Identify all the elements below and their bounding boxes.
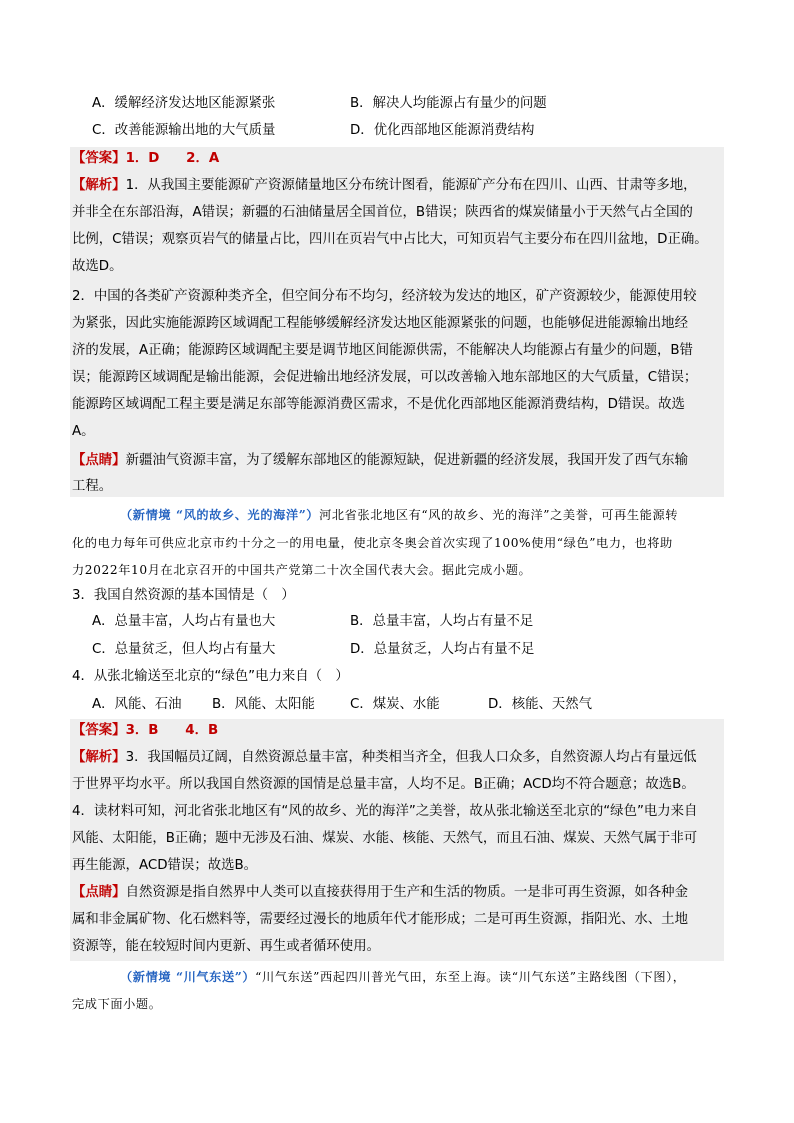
context-3-text: “川气东送”西起四川普光气田，东至上海。读“川气东送”主路线图（下图）， (255, 970, 686, 984)
analysis-2-line-1: 2．中国的各类矿产资源种类齐全，但空间分布不均匀，经济较为发达的地区，矿产资源较少，能源使用较 (72, 289, 697, 304)
analysis-tag-2: 【解析】 (72, 750, 126, 765)
answer-text: 1．D 2．A (125, 151, 220, 166)
analysis-3-line-2: 于世界平均水平。所以我国自然资源的国情是总量丰富，人均不足。B正确；ACD均不符合题意；故选B。 (72, 777, 695, 792)
analysis-4-line-2: 风能、太阳能，B正确；题中无涉及石油、煤炭、水能、核能、天然气，而且石油、煤炭、天然气属于非可 (72, 831, 698, 846)
tip-2-line-2: 属和非金属矿物、化石燃料等，需要经过漫长的地质年代才能形成；二是可再生资源，指阳光、水、土地 (72, 912, 688, 927)
context-2-line-3: 力2022年10月在北京召开的中国共产党第二十次全国代表大会。据此完成小题。 (72, 563, 532, 577)
question-3-stem: 3．我国自然资源的基本国情是（ ） (72, 588, 295, 603)
tip-1-line-1 (72, 452, 688, 470)
context-2-tag: （新情境 “风的故乡、光的海洋”） (120, 508, 320, 522)
q4-option-a: A．风能、石油 (92, 697, 182, 712)
option-c: C．改善能源输出地的大气质量 (92, 123, 276, 138)
tip-2-line-1 (72, 884, 688, 902)
analysis-tag: 【解析】 (72, 178, 126, 193)
tip-1-line-2: 工程。 (72, 479, 113, 494)
analysis-2-line-3: 济的发展，A正确；能源跨区域调配主要是调节地区间能源供需，不能解决人均能源占有量少的问题，B错 (72, 343, 693, 358)
q3-option-b: B．总量丰富，人均占有量不足 (350, 614, 534, 629)
q4-option-c: C．煤炭、水能 (350, 697, 440, 712)
answer-text-2: 3．B 4．B (125, 723, 219, 738)
tip-text: 新疆油气资源丰富，为了缓解东部地区的能源短缺，促进新疆的经济发展，我国开发了西气东输 (125, 453, 688, 468)
q4-option-d: D．核能、天然气 (488, 697, 593, 712)
answer-line-2 (72, 722, 218, 740)
q4-option-b: B．风能、太阳能 (212, 697, 315, 712)
q3-option-c: C．总量贫乏，但人均占有量大 (92, 642, 276, 657)
option-d: D．优化西部地区能源消费结构 (350, 123, 535, 138)
answer-line-1 (72, 150, 219, 168)
analysis-2-line-6: A。 (72, 424, 95, 439)
q3-option-a: A．总量丰富，人均占有量也大 (92, 614, 276, 629)
analysis-1-line-4: 故选D。 (72, 259, 123, 274)
answer-tag-2: 【答案】 (72, 723, 126, 738)
q3-option-d: D．总量贫乏，人均占有量不足 (350, 642, 535, 657)
option-a: A．缓解经济发达地区能源紧张 (92, 96, 276, 111)
answer-tag: 【答案】 (72, 151, 126, 166)
analysis-4-line-1: 4．读材料可知，河北省张北地区有“风的故乡、光的海洋”之美誉，故从张北输送至北京的“绿色”电力来自 (72, 804, 698, 819)
analysis-3-text: 3．我国幅员辽阔，自然资源总量丰富，种类相当齐全，但我人口众多，自然资源人均占有量远低 (125, 750, 697, 765)
context-3-line-1 (120, 968, 686, 986)
context-3-tag: （新情境 “川气东送”） (120, 970, 256, 984)
analysis-1-line-1 (72, 177, 697, 195)
tip-2-line-3: 资源等，能在较短时间内更新、再生或者循环使用。 (72, 939, 380, 954)
analysis-1-line-3: 比例，C错误；观察页岩气的储量占比，四川在页岩气中占比大，可知页岩气主要分布在四川盆地，D正确。 (72, 232, 708, 247)
tip-2-text: 自然资源是指自然界中人类可以直接获得用于生产和生活的物质。一是非可再生资源，如各种金 (125, 885, 688, 900)
analysis-2-line-4: 误；能源跨区域调配是输出能源，会促进输出地经济发展，可以改善输入地东部地区的大气质量，C错误； (72, 370, 698, 385)
context-2-line-2: 化的电力每年可供应北京市约十分之一的用电量，使北京冬奥会首次实现了100%使用“绿色”电力，也将助 (72, 536, 673, 550)
analysis-4-line-3: 再生能源，ACD错误；故选B。 (72, 858, 258, 873)
analysis-1-line-2: 并非全在东部沿海，A错误；新疆的石油储量居全国首位，B错误；陕西省的煤炭储量小于天然气占全国的 (72, 205, 693, 220)
analysis-2-line-5: 能源跨区域调配工程主要是满足东部等能源消费区需求，不是优化西部地区能源消费结构，D错误。故选 (72, 397, 685, 412)
analysis-2-line-2: 为紧张，因此实施能源跨区域调配工程能够缓解经济发达地区能源紧张的问题，也能够促进能源输出地经 (72, 316, 688, 331)
question-4-stem: 4．从张北输送至北京的“绿色”电力来自（ ） (72, 669, 349, 684)
context-2-line-1 (120, 506, 678, 524)
context-2-text: 河北省张北地区有“风的故乡、光的海洋”之美誉，可再生能源转 (319, 508, 679, 522)
option-b: B．解决人均能源占有量少的问题 (350, 96, 547, 111)
tip-tag: 【点睛】 (72, 453, 126, 468)
tip-tag-2: 【点睛】 (72, 885, 126, 900)
analysis-3-line-1 (72, 749, 697, 767)
analysis-text: 1．从我国主要能源矿产资源储量地区分布统计图看，能源矿产分布在四川、山西、甘肃等多地， (125, 178, 697, 193)
context-3-line-2: 完成下面小题。 (72, 997, 162, 1011)
